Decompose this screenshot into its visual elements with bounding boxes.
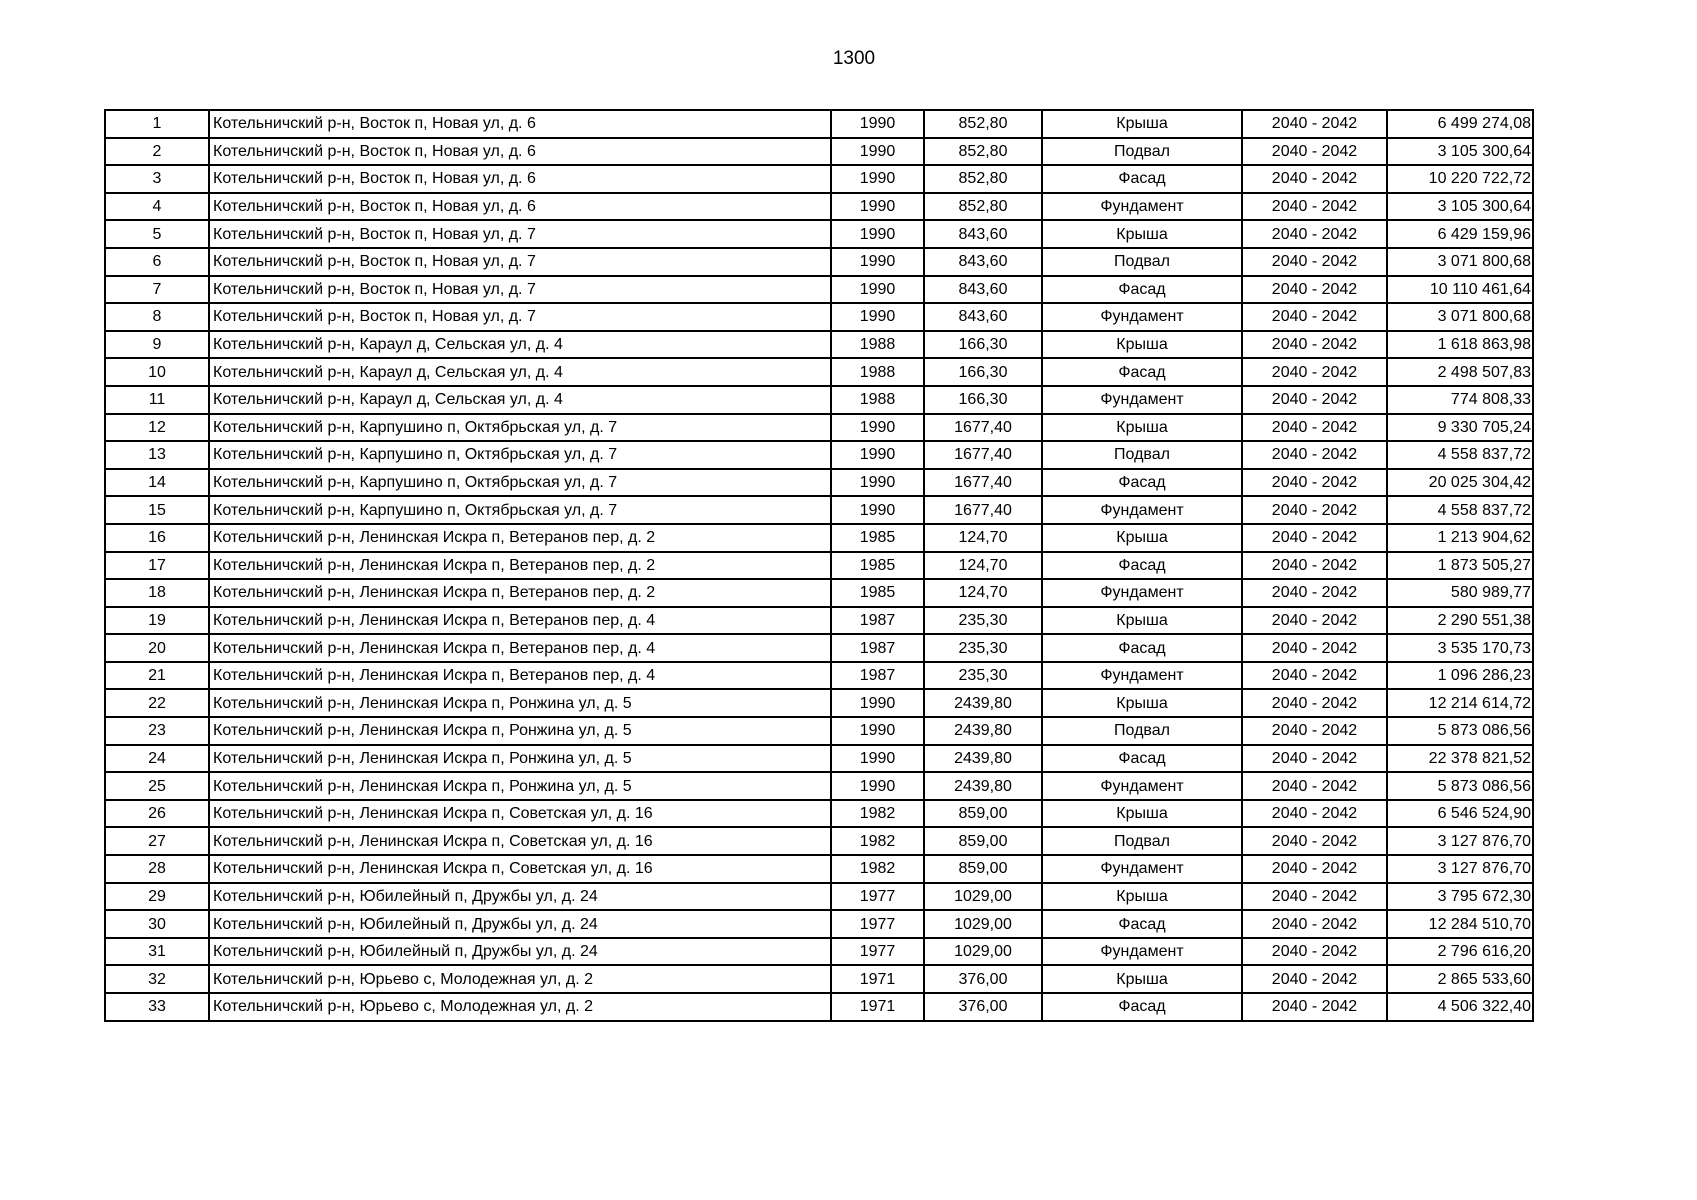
row-number-cell: 5	[105, 220, 209, 248]
work-type-cell: Крыша	[1042, 524, 1242, 552]
address-cell: Котельничский р-н, Карпушино п, Октябрьская ул, д. 7	[209, 414, 831, 442]
address-cell: Котельничский р-н, Восток п, Новая ул, д. 6	[209, 138, 831, 166]
cost-cell: 12 284 510,70	[1387, 910, 1533, 938]
address-cell: Котельничский р-н, Юбилейный п, Дружбы ул, д. 24	[209, 938, 831, 966]
table-row	[105, 248, 1533, 276]
year-built-cell: 1990	[831, 441, 924, 469]
period-cell: 2040 - 2042	[1242, 689, 1387, 717]
work-type-cell: Крыша	[1042, 800, 1242, 828]
cost-cell: 3 535 170,73	[1387, 634, 1533, 662]
repair-schedule-table	[104, 109, 1534, 1022]
year-built-cell: 1990	[831, 496, 924, 524]
cost-cell: 3 071 800,68	[1387, 303, 1533, 331]
area-cell: 859,00	[924, 827, 1042, 855]
year-built-cell: 1971	[831, 993, 924, 1021]
area-cell: 124,70	[924, 524, 1042, 552]
area-cell: 843,60	[924, 303, 1042, 331]
year-built-cell: 1988	[831, 358, 924, 386]
year-built-cell: 1990	[831, 745, 924, 773]
area-cell: 235,30	[924, 634, 1042, 662]
period-cell: 2040 - 2042	[1242, 441, 1387, 469]
year-built-cell: 1977	[831, 883, 924, 911]
work-type-cell: Крыша	[1042, 607, 1242, 635]
work-type-cell: Подвал	[1042, 138, 1242, 166]
period-cell: 2040 - 2042	[1242, 910, 1387, 938]
work-type-cell: Крыша	[1042, 110, 1242, 138]
period-cell: 2040 - 2042	[1242, 965, 1387, 993]
address-cell: Котельничский р-н, Карпушино п, Октябрьская ул, д. 7	[209, 441, 831, 469]
row-number-cell: 15	[105, 496, 209, 524]
cost-cell: 1 096 286,23	[1387, 662, 1533, 690]
table-row	[105, 745, 1533, 773]
cost-cell: 5 873 086,56	[1387, 717, 1533, 745]
period-cell: 2040 - 2042	[1242, 800, 1387, 828]
address-cell: Котельничский р-н, Ленинская Искра п, Ветеранов пер, д. 2	[209, 524, 831, 552]
period-cell: 2040 - 2042	[1242, 414, 1387, 442]
area-cell: 859,00	[924, 800, 1042, 828]
table-row	[105, 552, 1533, 580]
period-cell: 2040 - 2042	[1242, 772, 1387, 800]
work-type-cell: Фасад	[1042, 910, 1242, 938]
cost-cell: 3 795 672,30	[1387, 883, 1533, 911]
table-row	[105, 386, 1533, 414]
period-cell: 2040 - 2042	[1242, 469, 1387, 497]
address-cell: Котельничский р-н, Ленинская Искра п, Советская ул, д. 16	[209, 855, 831, 883]
row-number-cell: 12	[105, 414, 209, 442]
area-cell: 2439,80	[924, 689, 1042, 717]
area-cell: 843,60	[924, 248, 1042, 276]
table-row	[105, 331, 1533, 359]
row-number-cell: 7	[105, 276, 209, 304]
period-cell: 2040 - 2042	[1242, 579, 1387, 607]
table-row	[105, 607, 1533, 635]
table-row	[105, 165, 1533, 193]
area-cell: 1677,40	[924, 441, 1042, 469]
period-cell: 2040 - 2042	[1242, 745, 1387, 773]
area-cell: 1029,00	[924, 883, 1042, 911]
table-row	[105, 827, 1533, 855]
year-built-cell: 1982	[831, 827, 924, 855]
row-number-cell: 2	[105, 138, 209, 166]
address-cell: Котельничский р-н, Карпушино п, Октябрьская ул, д. 7	[209, 496, 831, 524]
table-row	[105, 993, 1533, 1021]
work-type-cell: Подвал	[1042, 827, 1242, 855]
table-row	[105, 938, 1533, 966]
cost-cell: 3 105 300,64	[1387, 138, 1533, 166]
cost-cell: 1 618 863,98	[1387, 331, 1533, 359]
year-built-cell: 1988	[831, 386, 924, 414]
area-cell: 1677,40	[924, 496, 1042, 524]
cost-cell: 3 127 876,70	[1387, 855, 1533, 883]
cost-cell: 4 558 837,72	[1387, 441, 1533, 469]
year-built-cell: 1990	[831, 276, 924, 304]
address-cell: Котельничский р-н, Юбилейный п, Дружбы ул, д. 24	[209, 910, 831, 938]
cost-cell: 2 796 616,20	[1387, 938, 1533, 966]
period-cell: 2040 - 2042	[1242, 193, 1387, 221]
cost-cell: 2 498 507,83	[1387, 358, 1533, 386]
row-number-cell: 33	[105, 993, 209, 1021]
row-number-cell: 29	[105, 883, 209, 911]
period-cell: 2040 - 2042	[1242, 303, 1387, 331]
address-cell: Котельничский р-н, Карпушино п, Октябрьская ул, д. 7	[209, 469, 831, 497]
cost-cell: 6 499 274,08	[1387, 110, 1533, 138]
address-cell: Котельничский р-н, Ленинская Искра п, Ветеранов пер, д. 4	[209, 662, 831, 690]
year-built-cell: 1987	[831, 662, 924, 690]
period-cell: 2040 - 2042	[1242, 386, 1387, 414]
work-type-cell: Фасад	[1042, 276, 1242, 304]
work-type-cell: Крыша	[1042, 689, 1242, 717]
table-row	[105, 110, 1533, 138]
year-built-cell: 1990	[831, 414, 924, 442]
row-number-cell: 24	[105, 745, 209, 773]
work-type-cell: Подвал	[1042, 248, 1242, 276]
address-cell: Котельничский р-н, Юрьево с, Молодежная ул, д. 2	[209, 965, 831, 993]
row-number-cell: 27	[105, 827, 209, 855]
period-cell: 2040 - 2042	[1242, 855, 1387, 883]
area-cell: 852,80	[924, 165, 1042, 193]
row-number-cell: 28	[105, 855, 209, 883]
year-built-cell: 1990	[831, 772, 924, 800]
work-type-cell: Фундамент	[1042, 579, 1242, 607]
cost-cell: 12 214 614,72	[1387, 689, 1533, 717]
year-built-cell: 1990	[831, 303, 924, 331]
area-cell: 124,70	[924, 579, 1042, 607]
cost-cell: 6 546 524,90	[1387, 800, 1533, 828]
row-number-cell: 13	[105, 441, 209, 469]
area-cell: 2439,80	[924, 745, 1042, 773]
address-cell: Котельничский р-н, Караул д, Сельская ул, д. 4	[209, 386, 831, 414]
cost-cell: 3 105 300,64	[1387, 193, 1533, 221]
work-type-cell: Фундамент	[1042, 386, 1242, 414]
year-built-cell: 1990	[831, 110, 924, 138]
address-cell: Котельничский р-н, Ленинская Искра п, Советская ул, д. 16	[209, 800, 831, 828]
work-type-cell: Фасад	[1042, 993, 1242, 1021]
period-cell: 2040 - 2042	[1242, 827, 1387, 855]
address-cell: Котельничский р-н, Восток п, Новая ул, д. 7	[209, 248, 831, 276]
period-cell: 2040 - 2042	[1242, 607, 1387, 635]
year-built-cell: 1990	[831, 193, 924, 221]
cost-cell: 22 378 821,52	[1387, 745, 1533, 773]
row-number-cell: 32	[105, 965, 209, 993]
work-type-cell: Крыша	[1042, 965, 1242, 993]
area-cell: 2439,80	[924, 772, 1042, 800]
period-cell: 2040 - 2042	[1242, 358, 1387, 386]
row-number-cell: 11	[105, 386, 209, 414]
year-built-cell: 1990	[831, 469, 924, 497]
work-type-cell: Фасад	[1042, 552, 1242, 580]
cost-cell: 1 873 505,27	[1387, 552, 1533, 580]
area-cell: 1677,40	[924, 414, 1042, 442]
row-number-cell: 17	[105, 552, 209, 580]
work-type-cell: Крыша	[1042, 883, 1242, 911]
table-row	[105, 662, 1533, 690]
work-type-cell: Крыша	[1042, 220, 1242, 248]
table-row	[105, 441, 1533, 469]
table-row	[105, 772, 1533, 800]
address-cell: Котельничский р-н, Ленинская Искра п, Ветеранов пер, д. 2	[209, 552, 831, 580]
row-number-cell: 8	[105, 303, 209, 331]
address-cell: Котельничский р-н, Восток п, Новая ул, д. 6	[209, 110, 831, 138]
area-cell: 124,70	[924, 552, 1042, 580]
work-type-cell: Фундамент	[1042, 662, 1242, 690]
cost-cell: 5 873 086,56	[1387, 772, 1533, 800]
address-cell: Котельничский р-н, Восток п, Новая ул, д. 7	[209, 276, 831, 304]
period-cell: 2040 - 2042	[1242, 138, 1387, 166]
year-built-cell: 1990	[831, 165, 924, 193]
address-cell: Котельничский р-н, Юбилейный п, Дружбы ул, д. 24	[209, 883, 831, 911]
table-row	[105, 855, 1533, 883]
table-row	[105, 303, 1533, 331]
year-built-cell: 1977	[831, 910, 924, 938]
work-type-cell: Фундамент	[1042, 938, 1242, 966]
row-number-cell: 23	[105, 717, 209, 745]
address-cell: Котельничский р-н, Ленинская Искра п, Ронжина ул, д. 5	[209, 689, 831, 717]
area-cell: 852,80	[924, 110, 1042, 138]
year-built-cell: 1985	[831, 552, 924, 580]
cost-cell: 3 071 800,68	[1387, 248, 1533, 276]
cost-cell: 774 808,33	[1387, 386, 1533, 414]
row-number-cell: 20	[105, 634, 209, 662]
period-cell: 2040 - 2042	[1242, 524, 1387, 552]
period-cell: 2040 - 2042	[1242, 717, 1387, 745]
table-row	[105, 220, 1533, 248]
period-cell: 2040 - 2042	[1242, 276, 1387, 304]
cost-cell: 2 290 551,38	[1387, 607, 1533, 635]
table-row	[105, 800, 1533, 828]
table-row	[105, 193, 1533, 221]
year-built-cell: 1985	[831, 579, 924, 607]
year-built-cell: 1987	[831, 607, 924, 635]
row-number-cell: 16	[105, 524, 209, 552]
table-row	[105, 138, 1533, 166]
row-number-cell: 21	[105, 662, 209, 690]
area-cell: 166,30	[924, 386, 1042, 414]
cost-cell: 20 025 304,42	[1387, 469, 1533, 497]
period-cell: 2040 - 2042	[1242, 110, 1387, 138]
address-cell: Котельничский р-н, Восток п, Новая ул, д. 7	[209, 303, 831, 331]
work-type-cell: Фасад	[1042, 358, 1242, 386]
address-cell: Котельничский р-н, Ленинская Искра п, Советская ул, д. 16	[209, 827, 831, 855]
period-cell: 2040 - 2042	[1242, 248, 1387, 276]
row-number-cell: 3	[105, 165, 209, 193]
period-cell: 2040 - 2042	[1242, 883, 1387, 911]
cost-cell: 1 213 904,62	[1387, 524, 1533, 552]
address-cell: Котельничский р-н, Ленинская Искра п, Ронжина ул, д. 5	[209, 745, 831, 773]
work-type-cell: Фасад	[1042, 165, 1242, 193]
table-row	[105, 276, 1533, 304]
year-built-cell: 1988	[831, 331, 924, 359]
period-cell: 2040 - 2042	[1242, 634, 1387, 662]
work-type-cell: Фасад	[1042, 745, 1242, 773]
year-built-cell: 1990	[831, 717, 924, 745]
area-cell: 1029,00	[924, 938, 1042, 966]
table-row	[105, 358, 1533, 386]
table-row	[105, 414, 1533, 442]
row-number-cell: 1	[105, 110, 209, 138]
row-number-cell: 26	[105, 800, 209, 828]
year-built-cell: 1977	[831, 938, 924, 966]
year-built-cell: 1990	[831, 248, 924, 276]
work-type-cell: Фасад	[1042, 469, 1242, 497]
cost-cell: 9 330 705,24	[1387, 414, 1533, 442]
year-built-cell: 1982	[831, 800, 924, 828]
work-type-cell: Фундамент	[1042, 496, 1242, 524]
work-type-cell: Фундамент	[1042, 193, 1242, 221]
table-row	[105, 524, 1533, 552]
work-type-cell: Фундамент	[1042, 772, 1242, 800]
table-row	[105, 689, 1533, 717]
area-cell: 859,00	[924, 855, 1042, 883]
period-cell: 2040 - 2042	[1242, 496, 1387, 524]
row-number-cell: 25	[105, 772, 209, 800]
row-number-cell: 22	[105, 689, 209, 717]
row-number-cell: 4	[105, 193, 209, 221]
table-row	[105, 717, 1533, 745]
cost-cell: 10 110 461,64	[1387, 276, 1533, 304]
year-built-cell: 1987	[831, 634, 924, 662]
area-cell: 376,00	[924, 965, 1042, 993]
table-row	[105, 965, 1533, 993]
row-number-cell: 30	[105, 910, 209, 938]
cost-cell: 6 429 159,96	[1387, 220, 1533, 248]
period-cell: 2040 - 2042	[1242, 220, 1387, 248]
row-number-cell: 31	[105, 938, 209, 966]
work-type-cell: Фундамент	[1042, 855, 1242, 883]
table-row	[105, 910, 1533, 938]
year-built-cell: 1971	[831, 965, 924, 993]
year-built-cell: 1990	[831, 220, 924, 248]
address-cell: Котельничский р-н, Ленинская Искра п, Ветеранов пер, д. 4	[209, 607, 831, 635]
row-number-cell: 14	[105, 469, 209, 497]
work-type-cell: Крыша	[1042, 414, 1242, 442]
area-cell: 852,80	[924, 193, 1042, 221]
area-cell: 235,30	[924, 607, 1042, 635]
row-number-cell: 6	[105, 248, 209, 276]
area-cell: 166,30	[924, 358, 1042, 386]
area-cell: 852,80	[924, 138, 1042, 166]
year-built-cell: 1990	[831, 138, 924, 166]
period-cell: 2040 - 2042	[1242, 662, 1387, 690]
address-cell: Котельничский р-н, Ленинская Искра п, Ветеранов пер, д. 2	[209, 579, 831, 607]
table-row	[105, 579, 1533, 607]
cost-cell: 4 558 837,72	[1387, 496, 1533, 524]
area-cell: 843,60	[924, 220, 1042, 248]
cost-cell: 10 220 722,72	[1387, 165, 1533, 193]
work-type-cell: Крыша	[1042, 331, 1242, 359]
work-type-cell: Фундамент	[1042, 303, 1242, 331]
period-cell: 2040 - 2042	[1242, 993, 1387, 1021]
period-cell: 2040 - 2042	[1242, 552, 1387, 580]
address-cell: Котельничский р-н, Караул д, Сельская ул, д. 4	[209, 331, 831, 359]
cost-cell: 4 506 322,40	[1387, 993, 1533, 1021]
address-cell: Котельничский р-н, Караул д, Сельская ул, д. 4	[209, 358, 831, 386]
row-number-cell: 9	[105, 331, 209, 359]
area-cell: 843,60	[924, 276, 1042, 304]
period-cell: 2040 - 2042	[1242, 938, 1387, 966]
row-number-cell: 19	[105, 607, 209, 635]
table-row	[105, 496, 1533, 524]
year-built-cell: 1990	[831, 689, 924, 717]
cost-cell: 580 989,77	[1387, 579, 1533, 607]
area-cell: 235,30	[924, 662, 1042, 690]
work-type-cell: Подвал	[1042, 717, 1242, 745]
row-number-cell: 18	[105, 579, 209, 607]
year-built-cell: 1985	[831, 524, 924, 552]
address-cell: Котельничский р-н, Ленинская Искра п, Ронжина ул, д. 5	[209, 717, 831, 745]
work-type-cell: Подвал	[1042, 441, 1242, 469]
period-cell: 2040 - 2042	[1242, 165, 1387, 193]
address-cell: Котельничский р-н, Ленинская Искра п, Ронжина ул, д. 5	[209, 772, 831, 800]
address-cell: Котельничский р-н, Ленинская Искра п, Ветеранов пер, д. 4	[209, 634, 831, 662]
area-cell: 1029,00	[924, 910, 1042, 938]
address-cell: Котельничский р-н, Восток п, Новая ул, д. 6	[209, 165, 831, 193]
cost-cell: 2 865 533,60	[1387, 965, 1533, 993]
area-cell: 2439,80	[924, 717, 1042, 745]
table-row	[105, 469, 1533, 497]
row-number-cell: 10	[105, 358, 209, 386]
period-cell: 2040 - 2042	[1242, 331, 1387, 359]
area-cell: 166,30	[924, 331, 1042, 359]
page-number: 1300	[832, 48, 876, 69]
address-cell: Котельничский р-н, Юрьево с, Молодежная ул, д. 2	[209, 993, 831, 1021]
table-row	[105, 883, 1533, 911]
cost-cell: 3 127 876,70	[1387, 827, 1533, 855]
table-body	[105, 110, 1533, 1021]
table-row	[105, 634, 1533, 662]
area-cell: 376,00	[924, 993, 1042, 1021]
address-cell: Котельничский р-н, Восток п, Новая ул, д. 6	[209, 193, 831, 221]
year-built-cell: 1982	[831, 855, 924, 883]
address-cell: Котельничский р-н, Восток п, Новая ул, д. 7	[209, 220, 831, 248]
work-type-cell: Фасад	[1042, 634, 1242, 662]
area-cell: 1677,40	[924, 469, 1042, 497]
